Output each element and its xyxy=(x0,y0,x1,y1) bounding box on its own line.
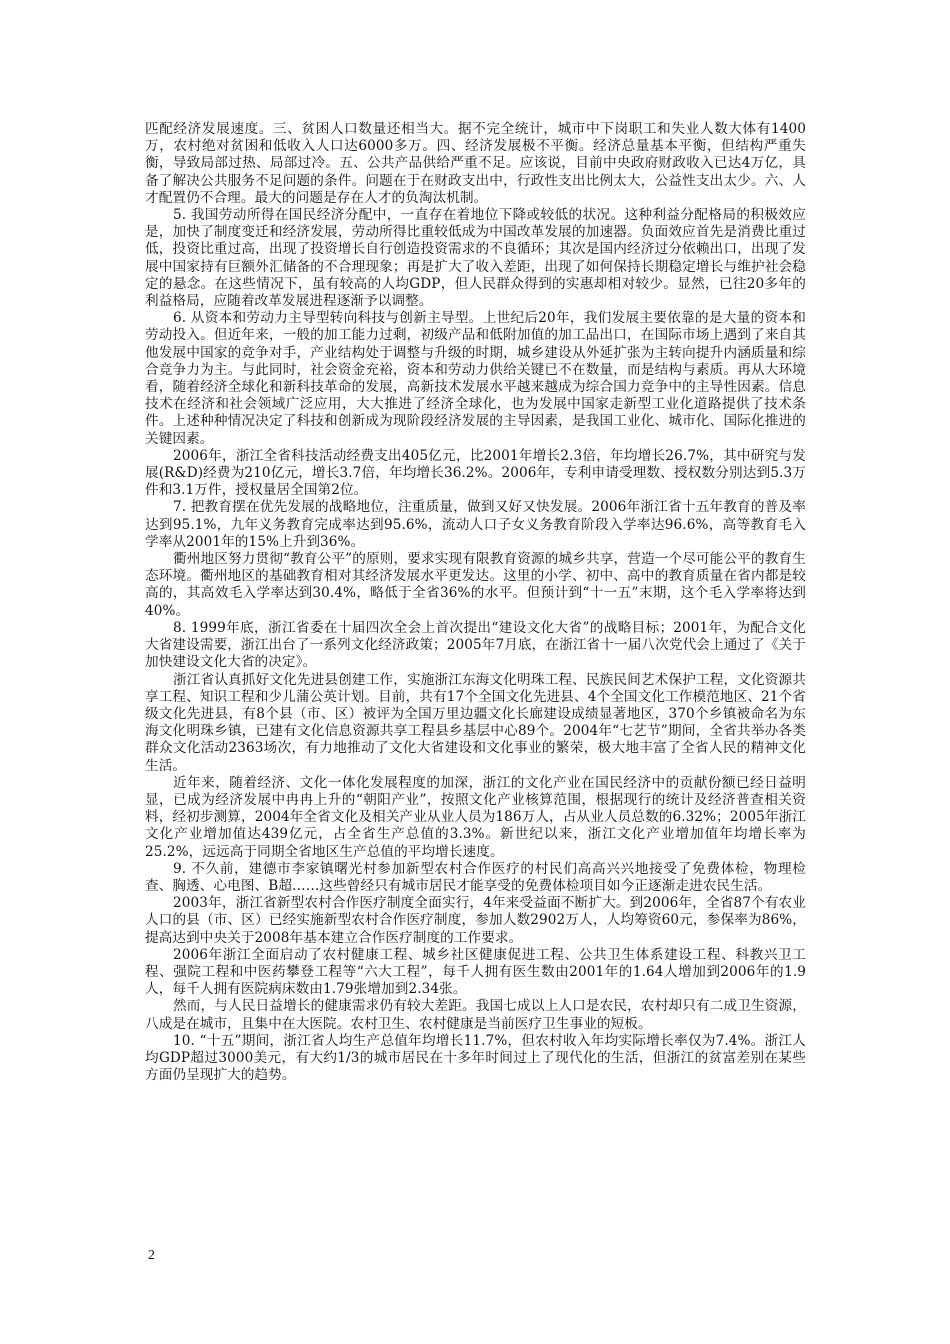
paragraph-culture-industry: 近年来，随着经济、文化一体化发展程度的加深，浙江的文化产业在国民经济中的贡献份额已经日益明显，已成为经济发展中冉冉上升的“朝阳产业”，按照文化产业核算范围，根据现行的统计及经济普查相关资料，经初步测算，2004年全省文化及相关产业从业人员为186万人，占从业人员总数的6.32%；2005年浙江文化产业增加值达439亿元，占全省生产总值的3.3%。新世纪以来，浙江文化产业增加值年均增长率为25.2%，远远高于同期全省地区生产总值的平均增长速度。 xyxy=(145,774,806,860)
paragraph-item-7: 7. 把教育摆在优先发展的战略地位，注重质量，做到又好又快发展。2006年浙江省十五年教育的普及率达到95.1%，九年义务教育完成率达到95.6%，流动人口子女义务教育阶段入学率达96.6%，高等教育毛入学率从2001年的15%上升到36%。 xyxy=(145,499,806,550)
paragraph-tech-funding: 2006年，浙江全省科技活动经费支出405亿元，比2001年增长2.3倍，年均增长26.7%，其中研究与发展(R&D)经费为210亿元，增长3.7倍，年均增长36.2%。2006年，专利申请受理数、授权数分别达到5.3万件和3.1万件，授权量居全国第2位。 xyxy=(145,447,806,499)
paragraph-item-5: 5. 我国劳动所得在国民经济分配中，一直存在着地位下降或较低的状况。这种利益分配格局的积极效应是，加快了制度变迁和经济发展，劳动所得比重较低成为中国改革发展的加速器。负面效应首先是消费比重过低，投资比重过高，出现了投资增长自行创造投资需求的不良循环；其次是国内经济过分依赖出口，出现了发展中国家持有巨额外汇储备的不合理现象；再是扩大了收入差距，出现了如何保持长期稳定增长与维护社会稳定的悬念。在这些情况下，虽有较高的人均GDP，但人民群众得到的实惠却相对较少。显然，已往20多年的利益格局，应随着改革发展进程逐渐予以调整。 xyxy=(145,207,806,310)
paragraph-item-10: 10. “十五”期间，浙江省人均生产总值年均增长11.7%，但农村收入年均实际增长率仅为7.4%。浙江人均GDP超过3000美元，有大约1/3的城市居民在十多年时间过上了现代化的生活，但浙江的贫富差别在某些方面仍呈现扩大的趋势。 xyxy=(145,1032,806,1084)
body-text xyxy=(145,121,806,1084)
paragraph-quzhou-education: 衢州地区努力贯彻“教育公平”的原则，要求实现有限教育资源的城乡共享，营造一个尽可能公平的教育生态环境。衢州地区的基础教育相对其经济发展水平更发达。这里的小学、初中、高中的教育质量在省内都是较高的，其高效毛入学率达到30.4%，略低于全省36%的水平。但预计到“十一五”末期，这个毛入学率将达到40%。 xyxy=(145,551,806,619)
paragraph-culture-projects: 浙江省认真抓好文化先进县创建工作，实施浙江东海文化明珠工程、民族民间艺术保护工程，文化资源共享工程、知识工程和少儿蒲公英计划。目前，共有17个全国文化先进县、4个全国文化工作模范地区、21个省级文化先进县，有8个县（市、区）被评为全国万里边疆文化长廊建设成绩显著地区，370个乡镇被命名为东海文化明珠乡镇，已建有文化信息资源共享工程县乡基层中心89个。2004年“七艺节”期间，全省共举办各类群众文化活动2363场次，有力地推动了文化大省建设和文化事业的繁荣，极大地丰富了全省人民的精神文化生活。 xyxy=(145,671,806,774)
paragraph-continuation: 匹配经济发展速度。三、贫困人口数量还相当大。据不完全统计，城市中下岗职工和失业人数大体有1400万，农村绝对贫困和低收入人口达6000多万。四、经济发展极不平衡。经济总量基本平衡，但结构严重失衡，导致局部过热、局部过冷。五、公共产品供给严重不足。应该说，目前中央政府财政收入已达4万亿，具备了解决公共服务不足问题的条件。问题在于在财政支出中，行政性支出比例太大，公益性支出太少。六、人才配置仍不合理。最大的问题是存在人才的负淘汰机制。 xyxy=(145,121,806,206)
paragraph-rural-medical: 2003年，浙江省新型农村合作医疗制度全面实行，4年来受益面不断扩大。到2006年，全省87个有农业人口的县（市、区）已经实施新型农村合作医疗制度，参加人数2902万人，人均筹资60元，参保率为86%，提高达到中央关于2008年基本建立合作医疗制度的工作要求。 xyxy=(145,895,806,946)
paragraph-item-8: 8. 1999年底，浙江省委在十届四次全会上首次提出“建设文化大省”的战略目标；2001年，为配合文化大省建设需要，浙江出台了一系列文化经济政策；2005年7月底，在浙江省十一届八次党代会上通过了《关于加快建设文化大省的决定》。 xyxy=(145,619,806,671)
paragraph-health-projects: 2006年浙江全面启动了农村健康工程、城乡社区健康促进工程、公共卫生体系建设工程、科教兴卫工程、强院工程和中医药攀登工程等“六大工程”，每千人拥有医生数由2001年的1.64人增加到2006年的1.9人，每千人拥有医院病床数由1.79张增加到2.34张。 xyxy=(145,946,806,998)
paragraph-item-6: 6. 从资本和劳动力主导型转向科技与创新主导型。上世纪后20年，我们发展主要依靠的是大量的资本和劳动投入。但近年来，一般的加工能力过剩，初级产品和低附加值的加工品出口，在国际市场上遇到了来自其他发展中国家的竞争对手，产业结构处于调整与升级的时期，城乡建设从外延扩张为主转向提升内涵质量和综合竞争力为主。与此同时，社会资金充裕，资本和劳动力供给关键已不在数量，而是结构与素质。再从大环境看，随着经济全球化和新科技革命的发展，高新技术发展水平越来越成为综合国力竞争中的主导性因素。信息技术在经济和社会领域广泛应用，大大推进了经济全球化，也为发展中国家走新型工业化道路提供了技术条件。上述种种情况决定了科技和创新成为现阶段经济发展的主导因素，是我国工业化、城市化、国际化推进的关键因素。 xyxy=(145,310,806,447)
paragraph-health-gap: 然而，与人民日益增长的健康需求仍有较大差距。我国七成以上人口是农民，农村却只有二成卫生资源，八成是在城市，且集中在大医院。农村卫生、农村健康是当前医疗卫生事业的短板。 xyxy=(145,998,806,1032)
paragraph-item-9: 9. 不久前，建德市李家镇曙光村参加新型农村合作医疗的村民们高高兴兴地接受了免费体检，物理检查、胸透、心电图、B超……这些曾经只有城市居民才能享受的免费体检项目如今正逐渐走进农民生活。 xyxy=(145,860,806,894)
page-number: 2 xyxy=(148,1248,155,1263)
